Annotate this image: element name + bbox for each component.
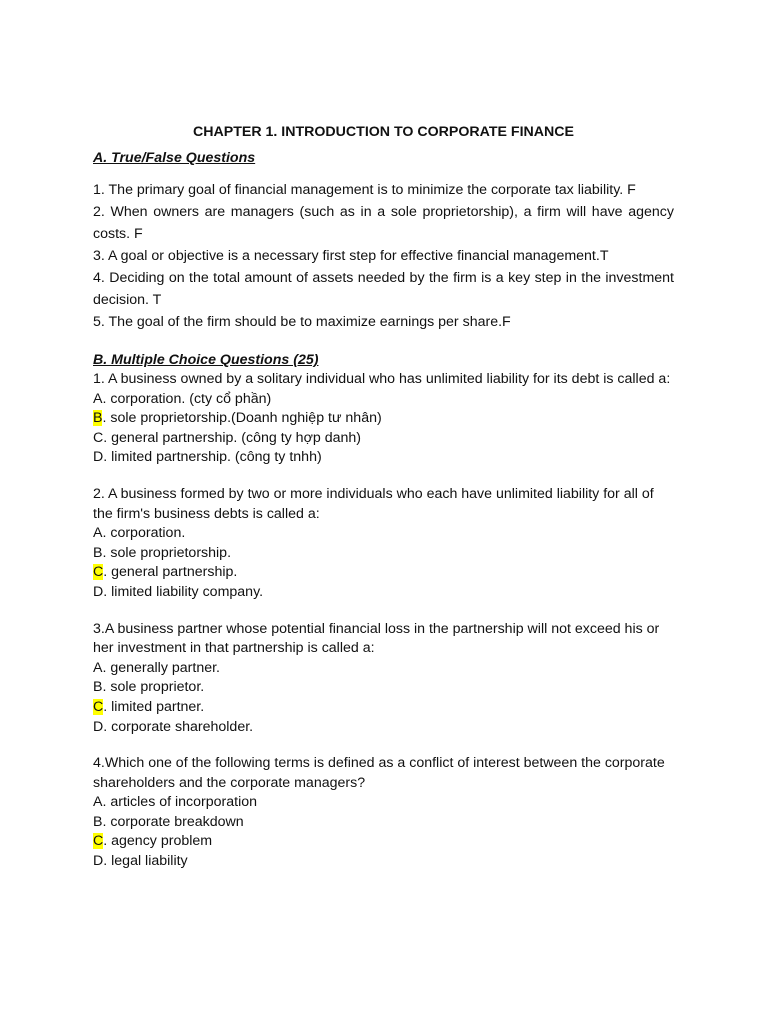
option-letter: A bbox=[93, 794, 103, 811]
option-text: . limited partner. bbox=[103, 698, 205, 715]
mc-question-3 bbox=[93, 620, 674, 738]
option-text: . sole proprietorship.(Doanh nghiệp tư nhân) bbox=[102, 410, 382, 427]
option-letter: A bbox=[93, 659, 103, 676]
option-d bbox=[93, 718, 674, 738]
tf-item-2: 2. When owners are managers (such as in a sole proprietorship), a firm will have agency costs. F bbox=[93, 204, 674, 242]
answer-highlight: C bbox=[93, 833, 104, 850]
chapter-title: CHAPTER 1. INTRODUCTION TO CORPORATE FINANCE bbox=[193, 124, 574, 140]
mc-question-4 bbox=[93, 754, 674, 872]
option-text: . corporate shareholder. bbox=[103, 718, 254, 735]
answer-highlight: B bbox=[93, 410, 103, 427]
question-text: 3.A business partner whose potential financial loss in the partnership will not exceed his or her investment in that partnership is called a: bbox=[93, 620, 660, 657]
multiple-choice-heading: B. Multiple Choice Questions (25) bbox=[93, 352, 319, 368]
answer-highlight: C bbox=[93, 564, 104, 581]
option-d bbox=[93, 583, 674, 603]
option-a bbox=[93, 524, 674, 544]
option-letter: C bbox=[93, 429, 104, 446]
option-text: . general partnership. (công ty hợp danh) bbox=[103, 429, 361, 446]
multiple-choice-section bbox=[93, 350, 674, 872]
option-text: . limited liability company. bbox=[103, 583, 264, 600]
option-a bbox=[93, 793, 674, 813]
tf-item-1: 1. The primary goal of financial management is to minimize the corporate tax liability. F bbox=[93, 182, 636, 198]
option-letter: A bbox=[93, 525, 103, 542]
question-text: 1. A business owned by a solitary individual who has unlimited liability for its debt is called a: bbox=[93, 371, 671, 387]
tf-item-3: 3. A goal or objective is a necessary first step for effective financial management.T bbox=[93, 248, 609, 264]
question-text: 4.Which one of the following terms is defined as a conflict of interest between the corporate shareholders and the corporate managers? bbox=[93, 755, 665, 791]
true-false-heading: A. True/False Questions bbox=[93, 150, 256, 166]
option-c bbox=[93, 832, 674, 852]
mc-question-1 bbox=[93, 370, 674, 468]
option-letter: A bbox=[93, 390, 103, 407]
option-letter: B bbox=[93, 813, 103, 830]
option-text: . sole proprietor. bbox=[102, 679, 205, 696]
option-b bbox=[93, 813, 674, 833]
option-text: . agency problem bbox=[103, 833, 213, 850]
option-text: . limited partnership. (công ty tnhh) bbox=[103, 449, 322, 466]
option-text: . sole proprietorship. bbox=[102, 544, 232, 561]
option-b bbox=[93, 544, 674, 564]
option-text: . legal liability bbox=[103, 853, 188, 870]
option-c bbox=[93, 698, 674, 718]
tf-item-4: 4. Deciding on the total amount of assets needed by the firm is a key step in the investment decision. T bbox=[93, 270, 674, 308]
option-letter: B bbox=[93, 679, 103, 696]
answer-highlight: C bbox=[93, 698, 104, 715]
option-b bbox=[93, 678, 674, 698]
option-text: . general partnership. bbox=[103, 564, 238, 581]
true-false-list bbox=[93, 179, 674, 333]
option-text: . generally partner. bbox=[102, 659, 220, 676]
option-letter: B bbox=[93, 544, 103, 561]
option-c bbox=[93, 563, 674, 583]
option-a bbox=[93, 659, 674, 679]
option-a bbox=[93, 390, 674, 410]
option-text: . corporation. (cty cổ phần) bbox=[102, 390, 272, 407]
option-text: . articles of incorporation bbox=[102, 794, 258, 811]
option-text: . corporation. bbox=[102, 525, 186, 542]
tf-item-5: 5. The goal of the firm should be to maximize earnings per share.F bbox=[93, 314, 511, 330]
option-b bbox=[93, 409, 674, 429]
option-letter: D bbox=[93, 718, 104, 735]
question-text: 2. A business formed by two or more individuals who each have unlimited liability for all of the firm's business debts is called a: bbox=[93, 485, 654, 522]
option-d bbox=[93, 852, 674, 872]
option-c bbox=[93, 429, 674, 449]
option-text: . corporate breakdown bbox=[102, 813, 244, 830]
mc-question-2 bbox=[93, 485, 674, 603]
option-d bbox=[93, 448, 674, 468]
option-letter: D bbox=[93, 583, 104, 600]
document-page bbox=[93, 122, 674, 889]
option-letter: D bbox=[93, 449, 104, 466]
option-letter: D bbox=[93, 853, 104, 870]
